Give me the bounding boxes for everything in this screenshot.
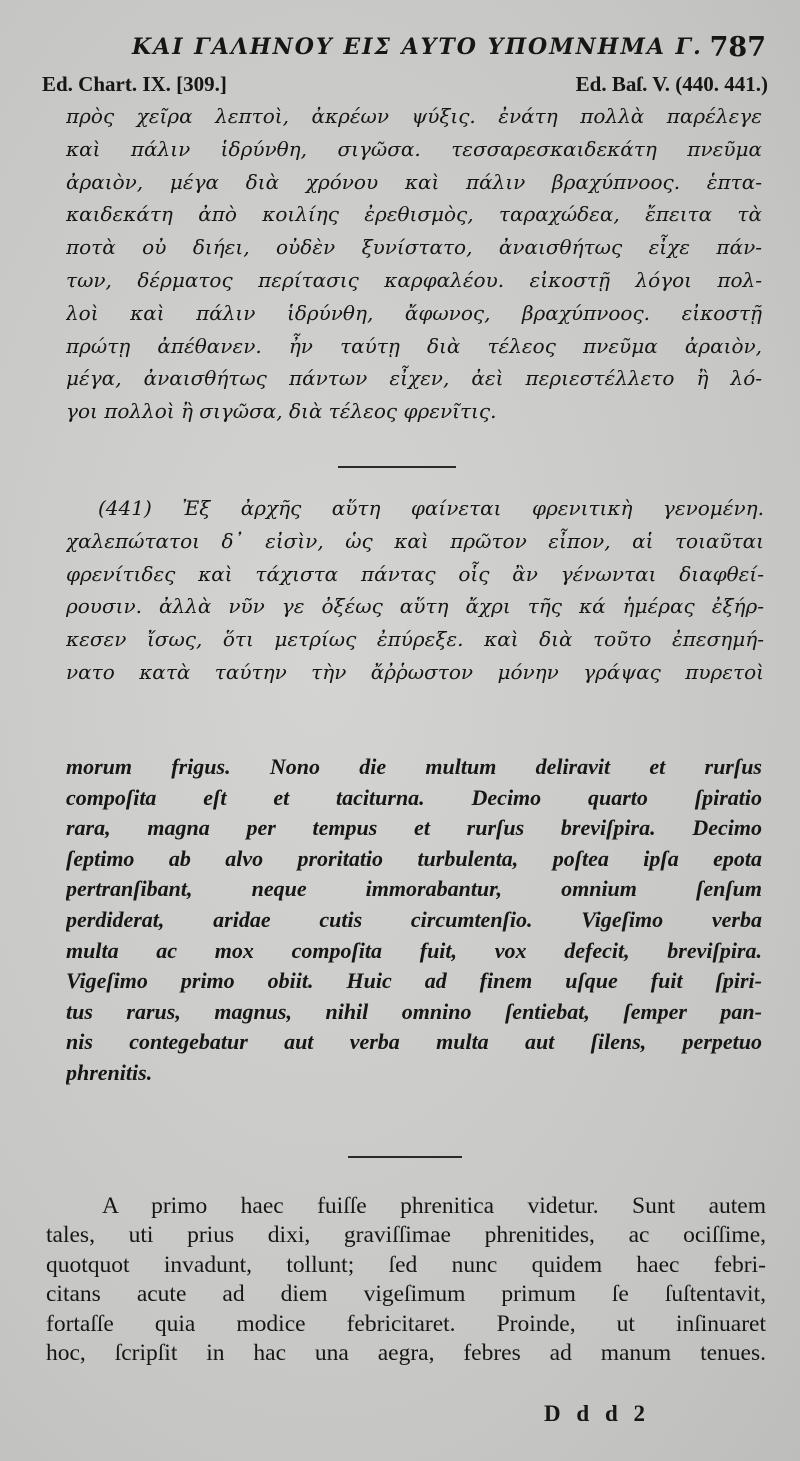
text-line: pertranſibant, neque immorabantur, omnium ſenſum <box>66 876 762 902</box>
text-line: A primo haec fuiſſe phrenitica videtur. Sunt autem <box>102 1193 766 1219</box>
page-number: 787 <box>709 32 766 63</box>
edition-references <box>42 72 768 102</box>
greek-passage-commentary <box>66 492 764 689</box>
text-line: multa ac mox compoſita fuit, vox defecit, breviſpira. <box>66 937 762 963</box>
edition-ref-basel: Ed. Baſ. V. (440. 441.) <box>575 72 768 96</box>
text-line: λοὶ καὶ πάλιν ἱδρύνθη, ἄφωνος, βραχύπνοος. εἰκοστῇ <box>66 300 762 325</box>
text-line: χαλεπώτατοι δ᾽ εἰσὶν, ὡς καὶ πρῶτον εἶπον, αἱ τοιαῦται <box>66 528 764 553</box>
text-line: tales, uti prius dixi, graviſſimae phrenitides, ac ociſſime, <box>46 1222 766 1249</box>
edition-ref-chart: Ed. Chart. IX. [309.] <box>42 72 227 96</box>
text-line: compoſita eſt et taciturna. Decimo quarto ſpiratio <box>66 784 762 810</box>
text-line: πρώτῃ ἀπέθανεν. ἦν ταύτῃ διὰ τέλεος πνεῦμα ἀραιὸν, <box>66 333 762 358</box>
text-line: γοι πολλοὶ ἢ σιγῶσα, διὰ τέλεος φρενῖτις. <box>66 399 497 424</box>
signature-mark: D d d 2 <box>544 1401 650 1426</box>
text-line: tus rarus, magnus, nihil omnino ſentiebat, ſemper pan- <box>66 998 762 1024</box>
section-divider <box>338 466 456 468</box>
text-line: hoc, ſcripſit in hac una aegra, febres ad manum tenues. <box>46 1340 766 1367</box>
running-title: ΚΑΙ ΓΑΛΗΝΟΥ ΕΙΣ ΑΥΤΟ ΥΠΟΜΝΗΜΑ Γ. <box>132 34 703 60</box>
text-line: των, δέρματος περίτασις καρφαλέου. εἰκοστῇ λόγοι πολ- <box>66 267 762 292</box>
text-line: καὶ πάλιν ἱδρύνθη, σιγῶσα. τεσσαρεσκαιδεκάτη πνεῦμα <box>66 136 762 161</box>
text-line: κεσεν ἴσως, ὅτι μετρίως ἐπύρεξε. καὶ διὰ τοῦτο ἐπεσημή- <box>66 627 764 652</box>
text-line: ἀραιὸν, μέγα διὰ χρόνου καὶ πάλιν βραχύπνοος. ἑπτα- <box>66 169 762 194</box>
text-line: πρὸς χεῖρα λεπτοὶ, ἀκρέων ψύξις. ἐνάτη πολλὰ παρέλεγε <box>66 104 762 128</box>
text-line: citans acute ad diem vigeſimum primum ſe ſuſtentavit, <box>46 1281 766 1308</box>
text-line: quotquot invadunt, tollunt; ſed nunc quidem haec febri- <box>46 1251 766 1278</box>
text-line: φρενίτιδες καὶ τάχιστα πάντας οἷς ἂν γένωνται διαφθεί- <box>66 561 764 586</box>
text-line: fortaſſe quia modice febricitaret. Proinde, ut inſinuaret <box>46 1310 766 1337</box>
text-line: νατο κατὰ ταύτην τὴν ἄῤῥωστον μόνην γράψας πυρετοὶ <box>66 659 764 684</box>
text-line: μέγα, ἀναισθήτως πάντων εἶχεν, ἀεὶ περιεστέλλετο ἢ λό- <box>66 366 762 391</box>
text-line: morum frigus. Nono die multum deliravit et rurſus <box>66 754 762 779</box>
text-line: rara, magna per tempus et rurſus breviſpira. Decimo <box>66 815 762 841</box>
text-line: phrenitis. <box>66 1059 153 1085</box>
greek-passage-top <box>66 100 762 428</box>
text-line: ποτὰ οὐ διήει, οὐδὲν ξυνίστατο, ἀναισθήτως εἶχε πάν- <box>66 235 762 260</box>
text-line: perdiderat, aridae cutis circumtenſio. Vigeſimo verba <box>66 906 762 932</box>
section-divider <box>348 1156 462 1158</box>
text-line: ſeptimo ab alvo proritatio turbulenta, poſtea ipſa epota <box>66 845 762 871</box>
page-header <box>60 34 770 68</box>
text-line: ρουσιν. ἀλλὰ νῦν γε ὀξέως αὕτη ἄχρι τῆς κά ἡμέρας ἐξήρ- <box>66 594 764 619</box>
text-line: Vigeſimo primo obiit. Huic ad finem uſque fuit ſpiri- <box>66 968 762 994</box>
text-line: nis contegebatur aut verba multa aut ſilens, perpetuo <box>66 1029 762 1055</box>
text-line: (441) Ἐξ ἀρχῆς αὕτη φαίνεται φρενιτικὴ γενομένη. <box>98 496 764 520</box>
text-line: καιδεκάτη ἀπὸ κοιλίης ἐρεθισμὸς, ταραχώδεα, ἔπειτα τὰ <box>66 202 762 227</box>
latin-translation-italic <box>66 752 762 1089</box>
latin-translation-commentary <box>46 1192 766 1368</box>
